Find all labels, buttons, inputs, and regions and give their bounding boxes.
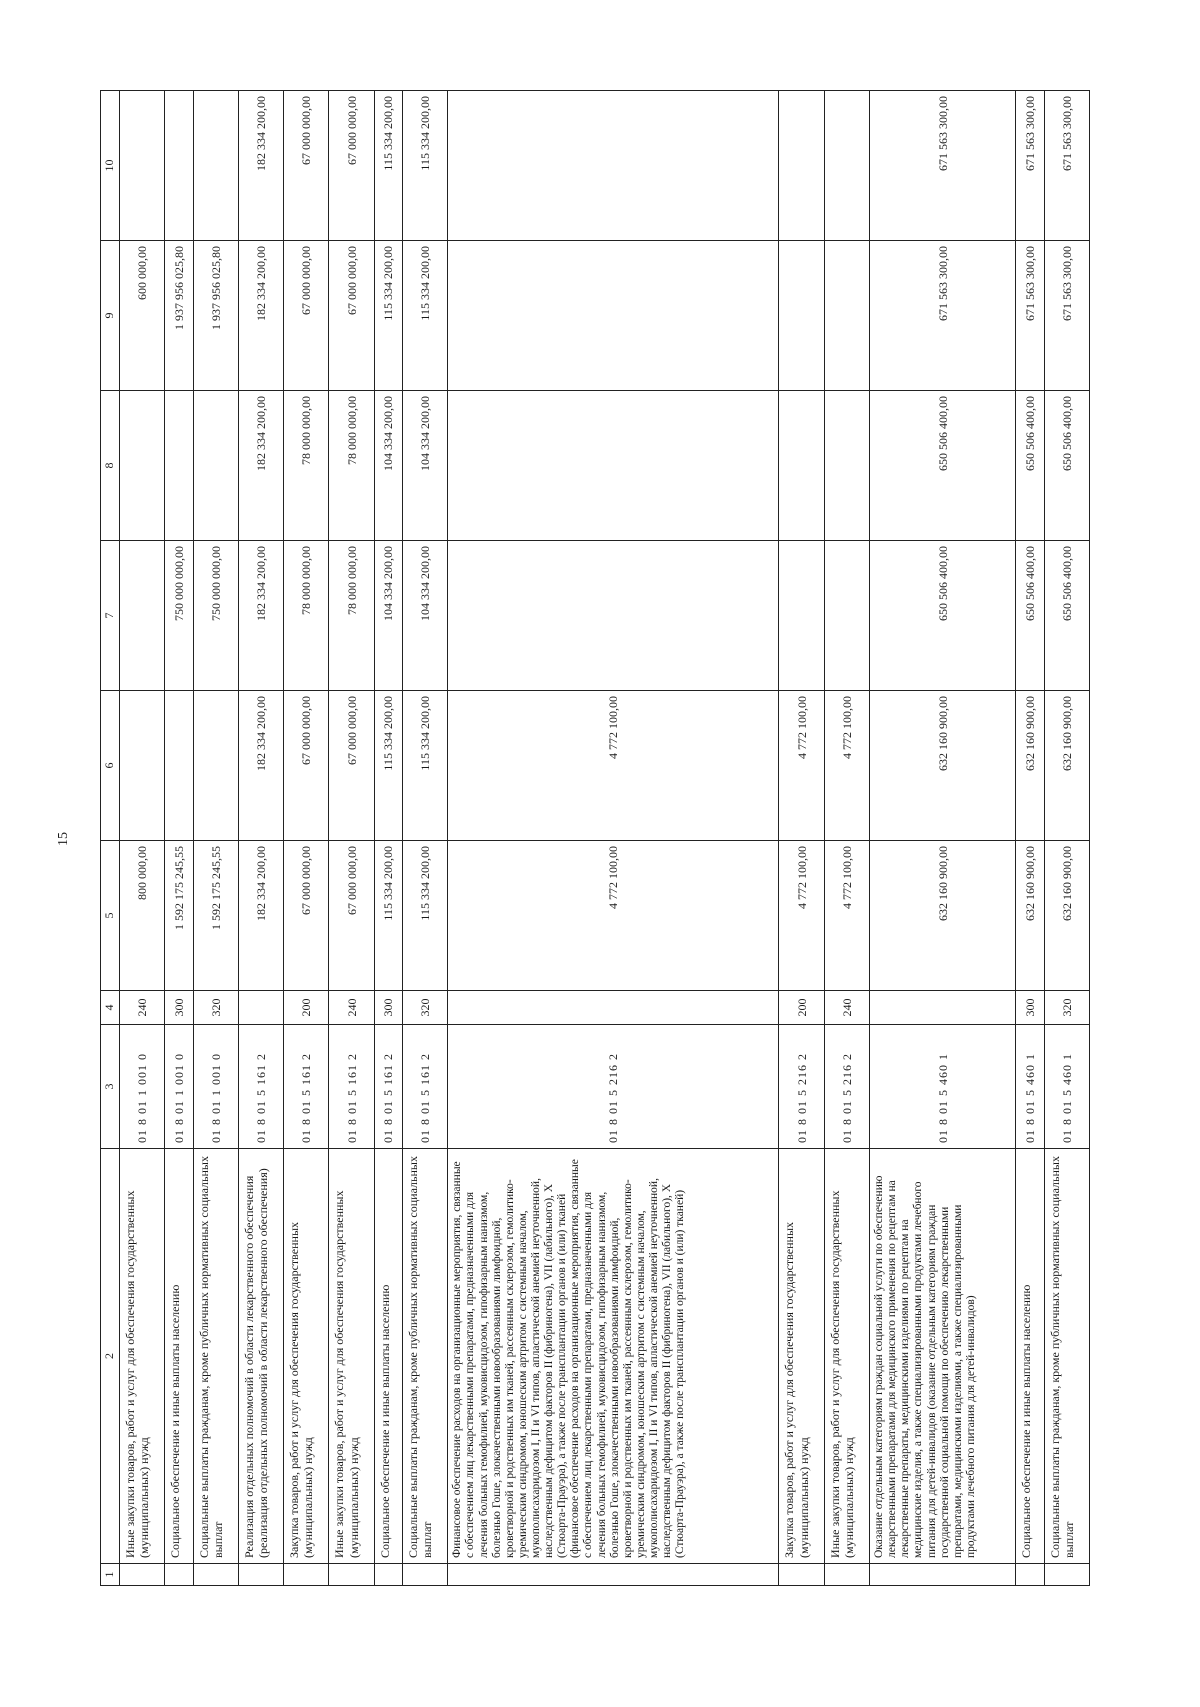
row-type-cell: 200 <box>284 991 329 1025</box>
header-cell: 1 <box>101 1564 120 1586</box>
value-cell: 4 772 100,00 <box>824 841 869 991</box>
value-cell: 115 334 200,00 <box>374 241 402 391</box>
row-name-cell: Иные закупки товаров, работ и услуг для обеспечения государственных (муниципальных) нужд <box>824 1149 869 1564</box>
value-cell: 1 937 956 025,80 <box>165 241 193 391</box>
value-cell: 632 160 900,00 <box>870 841 1016 991</box>
value-cell: 4 772 100,00 <box>448 691 779 841</box>
row-index-cell <box>238 1564 283 1586</box>
value-cell: 750 000 000,00 <box>165 541 193 691</box>
value-cell <box>779 541 824 691</box>
row-type-cell: 300 <box>165 991 193 1025</box>
table-row <box>329 91 374 1586</box>
value-cell: 671 563 300,00 <box>870 91 1016 241</box>
value-cell: 4 772 100,00 <box>448 841 779 991</box>
value-cell: 115 334 200,00 <box>403 91 448 241</box>
value-cell <box>824 91 869 241</box>
value-cell: 632 160 900,00 <box>870 691 1016 841</box>
row-type-cell <box>448 991 779 1025</box>
value-cell: 182 334 200,00 <box>238 91 283 241</box>
value-cell <box>779 91 824 241</box>
row-name-cell: Иные закупки товаров, работ и услуг для обеспечения государственных (муниципальных) нужд <box>120 1149 165 1564</box>
value-cell <box>193 391 238 541</box>
value-cell: 600 000,00 <box>120 241 165 391</box>
row-type-cell: 200 <box>779 991 824 1025</box>
table-row <box>448 91 779 1586</box>
page-number: 15 <box>56 832 71 846</box>
row-code-cell: 01 8 01 5 460 1 <box>1016 1025 1044 1149</box>
row-index-cell <box>870 1564 1016 1586</box>
value-cell <box>120 391 165 541</box>
value-cell: 78 000 000,00 <box>284 541 329 691</box>
header-cell: 6 <box>101 691 120 841</box>
row-index-cell <box>284 1564 329 1586</box>
value-cell: 67 000 000,00 <box>284 241 329 391</box>
value-cell: 671 563 300,00 <box>1016 91 1044 241</box>
value-cell <box>165 691 193 841</box>
row-code-cell: 01 8 01 5 216 2 <box>824 1025 869 1149</box>
value-cell: 67 000 000,00 <box>329 241 374 391</box>
value-cell: 1 592 175 245,55 <box>193 841 238 991</box>
value-cell: 182 334 200,00 <box>238 691 283 841</box>
row-code-cell: 01 8 01 5 161 2 <box>238 1025 283 1149</box>
row-index-cell <box>329 1564 374 1586</box>
value-cell: 115 334 200,00 <box>374 841 402 991</box>
value-cell: 4 772 100,00 <box>779 841 824 991</box>
row-type-cell: 240 <box>824 991 869 1025</box>
row-index-cell <box>448 1564 779 1586</box>
table-row <box>284 91 329 1586</box>
row-name-cell: Финансовое обеспечение расходов на организационные мероприятия, связанные с обеспечением лиц лекарственными препаратами, предназначенными для лечения больных гемофилией, муковисцидозом, гипофизарным нанизмом, болезнью Гоше, злокачественными новообразованиями лимфоидной, кроветворной и родственных им тканей, рассеянным склерозом, гемолитико-уремическим синдромом, юношеским артритом с системным началом, мукополисахаридозом I, II и VI типов, апластической анемией неуточненной, наследственным дефицитом факторов II (фибриногена), VII (лабильного), X (Стюарта-Прауэра), а также после трансплантации органов и (или) тканей (финансовое обеспечение расходов на организационные мероприятия, связанные с обеспечением лиц лекарственными препаратами, предназначенными для лечения больных гемофилией, муковисцидозом, гипофизарным нанизмом, болезнью Гоше, злокачественными новообразованиями лимфоидной, кроветворной и родственных им тканей, рассеянным склерозом, гемолитико-уремическим синдромом, юношеским артритом с системным началом, мукополисахаридозом I, II и VI типов, апластической анемией неуточненной, наследственным дефицитом факторов II (фибриногена), VII (лабильного), X (Стюарта-Прауэра), а также после трансплантации органов и (или) тканей) <box>448 1149 779 1564</box>
value-cell <box>824 241 869 391</box>
row-name-cell: Социальные выплаты гражданам, кроме публичных нормативных социальных выплат <box>1044 1149 1089 1564</box>
value-cell <box>448 541 779 691</box>
value-cell <box>779 391 824 541</box>
row-type-cell: 240 <box>329 991 374 1025</box>
row-type-cell: 300 <box>374 991 402 1025</box>
row-code-cell: 01 8 01 1 001 0 <box>165 1025 193 1149</box>
row-code-cell: 01 8 01 5 216 2 <box>448 1025 779 1149</box>
value-cell <box>165 91 193 241</box>
row-name-cell: Реализация отдельных полномочий в области лекарственного обеспечения (реализация отдельных полномочий в области лекарственного обеспечения) <box>238 1149 283 1564</box>
row-type-cell <box>238 991 283 1025</box>
value-cell: 67 000 000,00 <box>329 91 374 241</box>
row-index-cell <box>1044 1564 1089 1586</box>
row-type-cell: 240 <box>120 991 165 1025</box>
value-cell: 78 000 000,00 <box>329 391 374 541</box>
budget-table-rotated <box>100 91 1090 1586</box>
row-type-cell: 320 <box>403 991 448 1025</box>
value-cell: 650 506 400,00 <box>870 391 1016 541</box>
value-cell: 104 334 200,00 <box>403 541 448 691</box>
value-cell: 4 772 100,00 <box>824 691 869 841</box>
header-cell: 9 <box>101 241 120 391</box>
value-cell <box>448 91 779 241</box>
row-index-cell <box>824 1564 869 1586</box>
table-row <box>238 91 283 1586</box>
table-row <box>120 91 165 1586</box>
row-code-cell: 01 8 01 1 001 0 <box>120 1025 165 1149</box>
value-cell: 115 334 200,00 <box>403 691 448 841</box>
row-code-cell: 01 8 01 5 460 1 <box>1044 1025 1089 1149</box>
header-cell: 8 <box>101 391 120 541</box>
row-index-cell <box>1016 1564 1044 1586</box>
header-cell: 5 <box>101 841 120 991</box>
row-name-cell: Социальное обеспечение и иные выплаты населению <box>1016 1149 1044 1564</box>
value-cell <box>165 391 193 541</box>
row-code-cell: 01 8 01 5 216 2 <box>779 1025 824 1149</box>
value-cell <box>193 91 238 241</box>
value-cell: 650 506 400,00 <box>1016 391 1044 541</box>
value-cell <box>120 691 165 841</box>
value-cell: 182 334 200,00 <box>238 841 283 991</box>
row-type-cell <box>870 991 1016 1025</box>
row-type-cell: 320 <box>1044 991 1089 1025</box>
value-cell: 650 506 400,00 <box>1044 391 1089 541</box>
value-cell: 115 334 200,00 <box>403 841 448 991</box>
value-cell: 671 563 300,00 <box>1044 91 1089 241</box>
value-cell: 671 563 300,00 <box>870 241 1016 391</box>
value-cell: 78 000 000,00 <box>284 391 329 541</box>
table-row <box>403 91 448 1586</box>
row-name-cell: Социальное обеспечение и иные выплаты населению <box>165 1149 193 1564</box>
value-cell: 1 937 956 025,80 <box>193 241 238 391</box>
row-name-cell: Закупка товаров, работ и услуг для обеспечения государственных (муниципальных) нужд <box>779 1149 824 1564</box>
header-row <box>101 91 120 1586</box>
value-cell: 650 506 400,00 <box>1044 541 1089 691</box>
table-row <box>193 91 238 1586</box>
header-cell: 10 <box>101 91 120 241</box>
table-row <box>1016 91 1044 1586</box>
value-cell: 650 506 400,00 <box>1016 541 1044 691</box>
header-cell: 4 <box>101 991 120 1025</box>
value-cell: 115 334 200,00 <box>403 241 448 391</box>
value-cell: 632 160 900,00 <box>1016 841 1044 991</box>
value-cell: 671 563 300,00 <box>1044 241 1089 391</box>
table-row <box>1044 91 1089 1586</box>
value-cell: 67 000 000,00 <box>329 691 374 841</box>
table-row <box>374 91 402 1586</box>
row-name-cell: Закупка товаров, работ и услуг для обеспечения государственных (муниципальных) нужд <box>284 1149 329 1564</box>
value-cell: 1 592 175 245,55 <box>165 841 193 991</box>
header-cell: 2 <box>101 1149 120 1564</box>
row-index-cell <box>779 1564 824 1586</box>
value-cell <box>120 91 165 241</box>
value-cell <box>779 241 824 391</box>
value-cell: 671 563 300,00 <box>1016 241 1044 391</box>
value-cell: 182 334 200,00 <box>238 391 283 541</box>
row-code-cell: 01 8 01 5 161 2 <box>374 1025 402 1149</box>
row-name-cell: Оказание отдельным категориям граждан социальной услуги по обеспечению лекарственными препаратами для медицинского применения по рецептам на лекарственные препараты, медицинскими изделиями по рецептам на медицинские изделия, а также специализированными продуктами лечебного питания для детей-инвалидов (оказание отдельным категориям граждан государственной социальной помощи по обеспечению лекарственными препаратами, медицинскими изделиями, а также специализированными продуктами лечебного питания для детей-инвалидов) <box>870 1149 1016 1564</box>
row-index-cell <box>120 1564 165 1586</box>
value-cell <box>824 541 869 691</box>
row-type-cell: 320 <box>193 991 238 1025</box>
value-cell: 632 160 900,00 <box>1044 841 1089 991</box>
row-index-cell <box>403 1564 448 1586</box>
row-name-cell: Социальные выплаты гражданам, кроме публичных нормативных социальных выплат <box>193 1149 238 1564</box>
value-cell: 182 334 200,00 <box>238 241 283 391</box>
value-cell: 67 000 000,00 <box>329 841 374 991</box>
row-name-cell: Социальные выплаты гражданам, кроме публичных нормативных социальных выплат <box>403 1149 448 1564</box>
row-code-cell: 01 8 01 5 161 2 <box>403 1025 448 1149</box>
budget-table <box>100 90 1090 1586</box>
value-cell: 78 000 000,00 <box>329 541 374 691</box>
row-code-cell: 01 8 01 5 161 2 <box>329 1025 374 1149</box>
value-cell: 67 000 000,00 <box>284 841 329 991</box>
row-code-cell: 01 8 01 5 161 2 <box>284 1025 329 1149</box>
row-index-cell <box>165 1564 193 1586</box>
value-cell: 115 334 200,00 <box>374 691 402 841</box>
value-cell <box>120 541 165 691</box>
value-cell: 632 160 900,00 <box>1016 691 1044 841</box>
value-cell <box>448 241 779 391</box>
table-row <box>870 91 1016 1586</box>
row-code-cell: 01 8 01 1 001 0 <box>193 1025 238 1149</box>
value-cell: 750 000 000,00 <box>193 541 238 691</box>
value-cell: 104 334 200,00 <box>403 391 448 541</box>
header-cell: 7 <box>101 541 120 691</box>
header-cell: 3 <box>101 1025 120 1149</box>
value-cell <box>824 391 869 541</box>
row-index-cell <box>193 1564 238 1586</box>
value-cell: 67 000 000,00 <box>284 691 329 841</box>
table-body <box>120 91 1090 1586</box>
value-cell: 4 772 100,00 <box>779 691 824 841</box>
row-index-cell <box>374 1564 402 1586</box>
table-row <box>165 91 193 1586</box>
value-cell: 104 334 200,00 <box>374 391 402 541</box>
value-cell: 182 334 200,00 <box>238 541 283 691</box>
row-code-cell: 01 8 01 5 460 1 <box>870 1025 1016 1149</box>
row-type-cell: 300 <box>1016 991 1044 1025</box>
table-row <box>779 91 824 1586</box>
value-cell: 632 160 900,00 <box>1044 691 1089 841</box>
value-cell <box>193 691 238 841</box>
value-cell: 115 334 200,00 <box>374 91 402 241</box>
value-cell: 104 334 200,00 <box>374 541 402 691</box>
value-cell: 800 000,00 <box>120 841 165 991</box>
row-name-cell: Социальное обеспечение и иные выплаты населению <box>374 1149 402 1564</box>
row-name-cell: Иные закупки товаров, работ и услуг для обеспечения государственных (муниципальных) нужд <box>329 1149 374 1564</box>
value-cell <box>448 391 779 541</box>
value-cell: 67 000 000,00 <box>284 91 329 241</box>
value-cell: 650 506 400,00 <box>870 541 1016 691</box>
table-row <box>824 91 869 1586</box>
